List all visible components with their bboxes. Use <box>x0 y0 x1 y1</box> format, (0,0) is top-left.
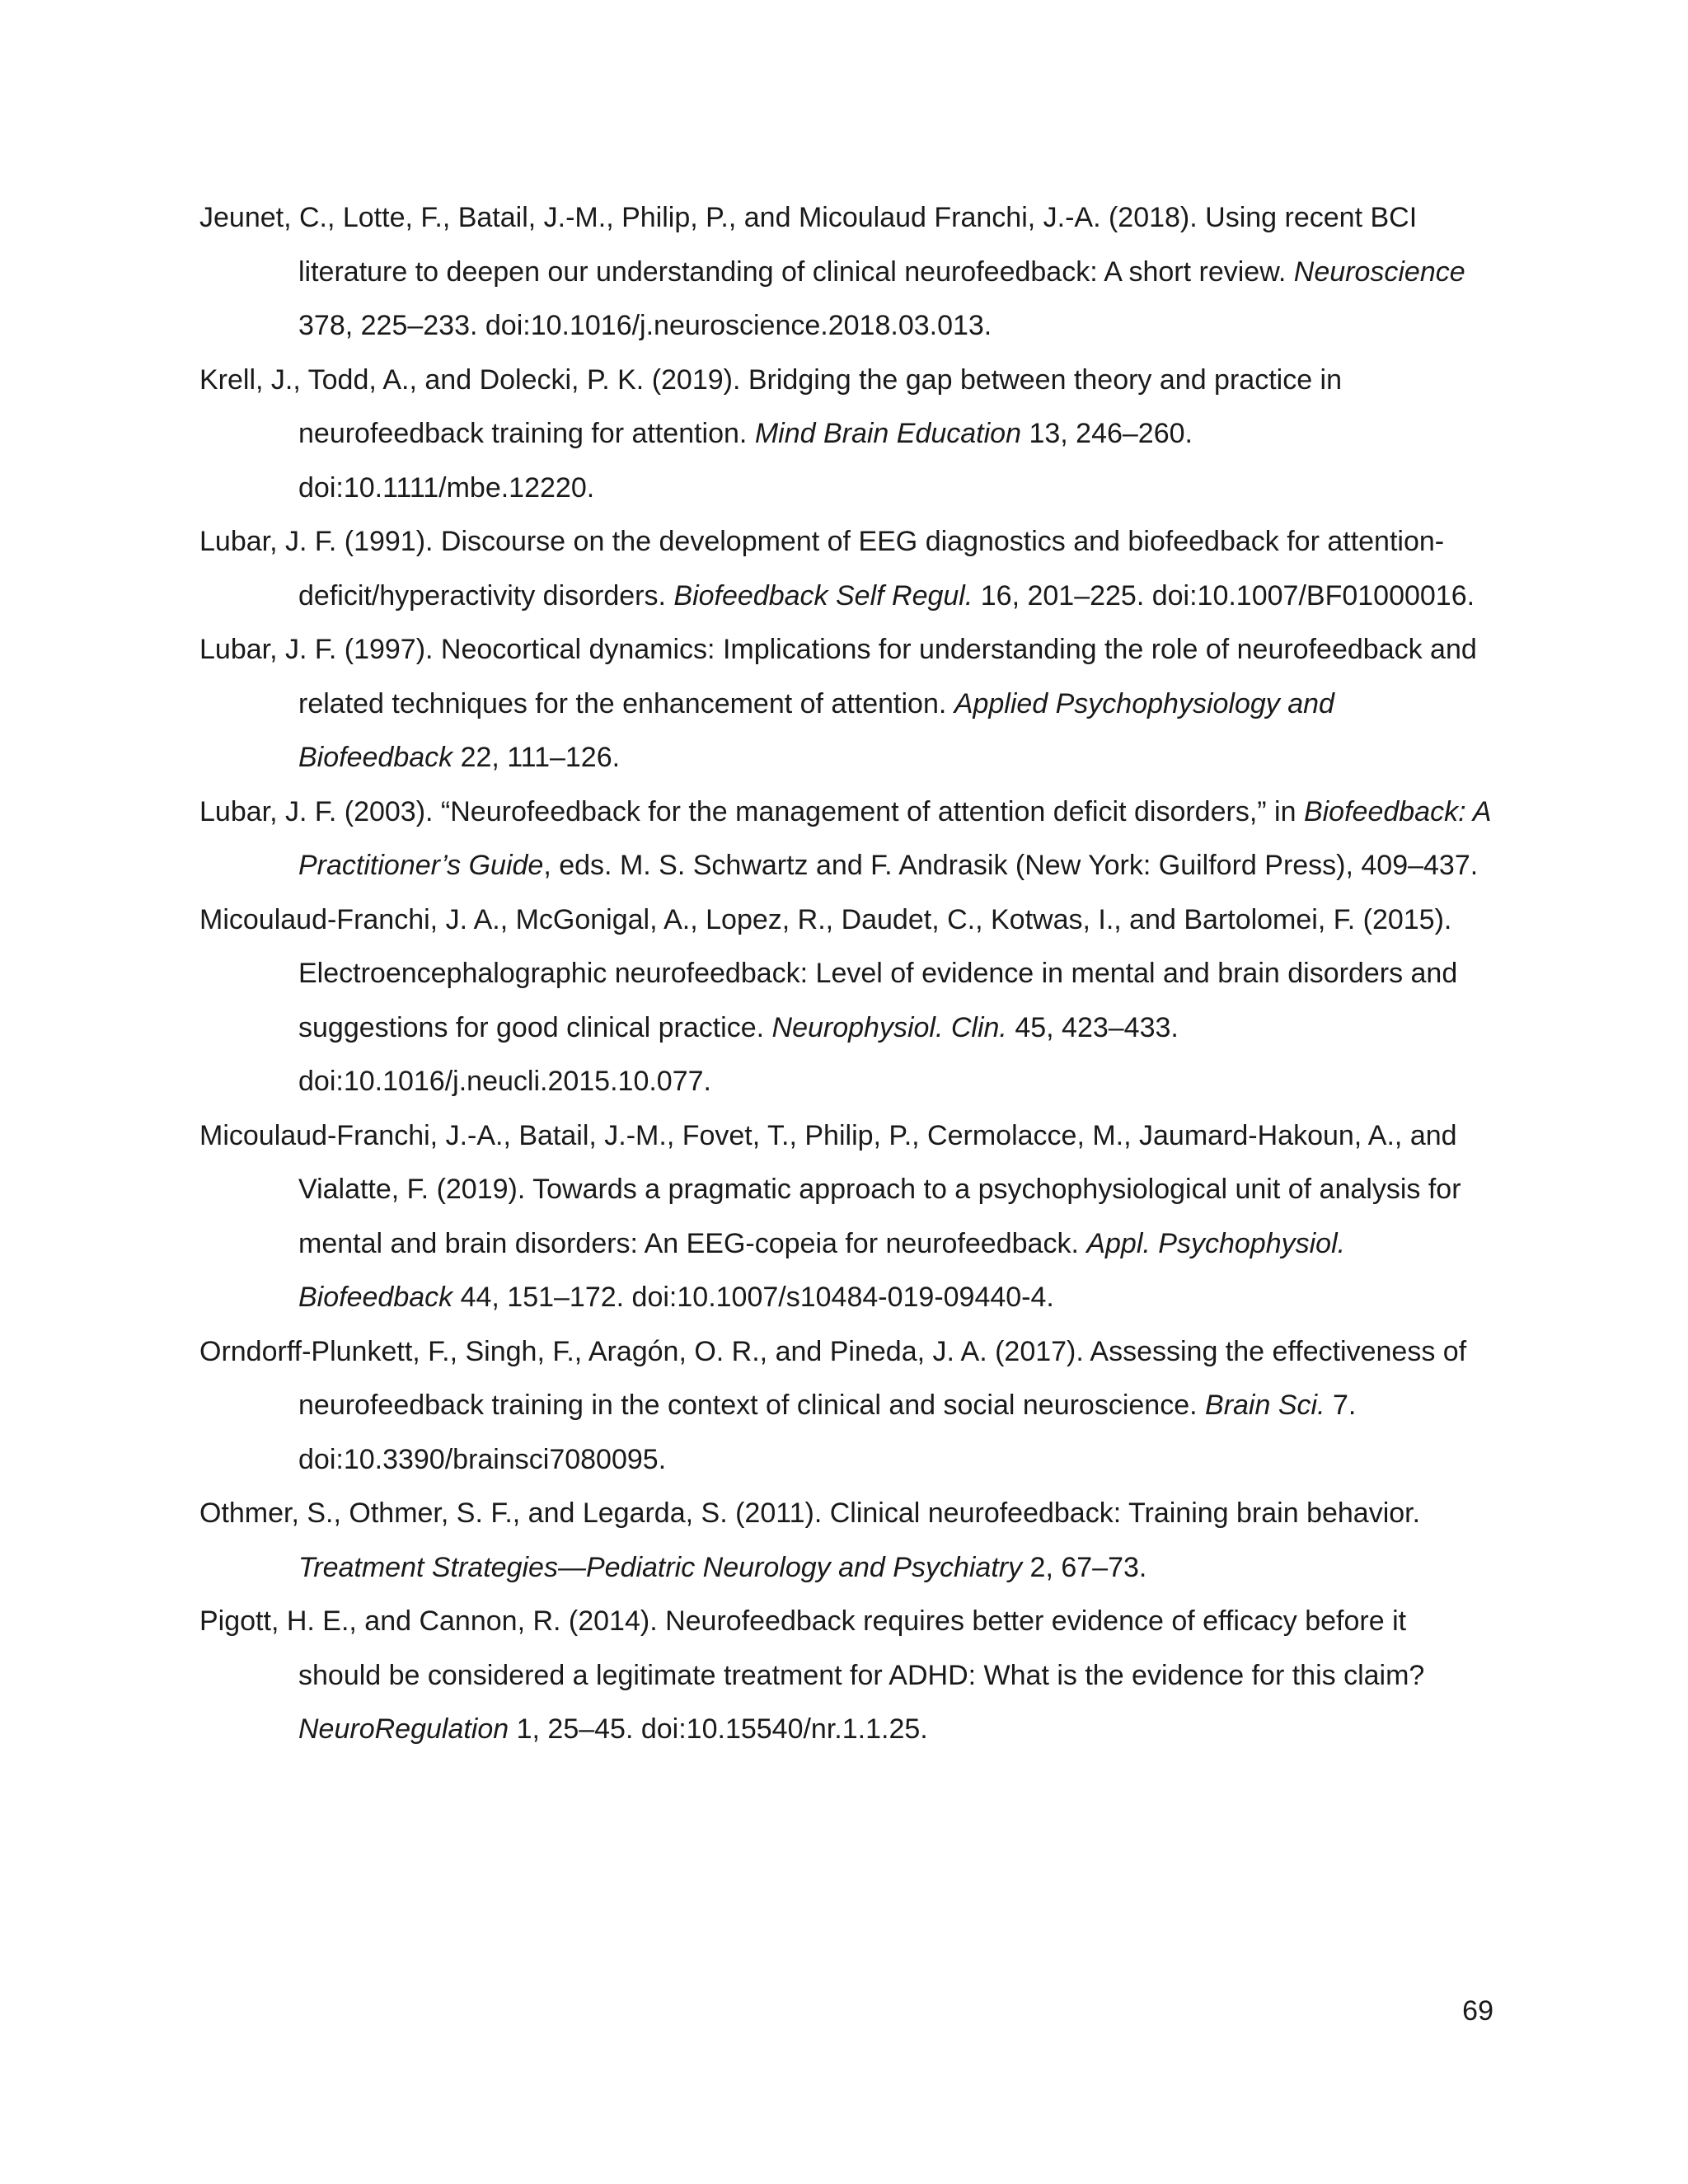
reference-journal: NeuroRegulation <box>298 1713 509 1745</box>
reference-journal: Neuroscience <box>1293 255 1465 288</box>
reference-entry-lubar-1991 <box>199 515 1493 623</box>
reference-text: Orndorff-Plunkett, F., Singh, F., Aragón, O. R., and Pineda, J. A. (2017). Assessing the effectiveness of neurofeedback training in the context of clinical and social neuroscience. <box>199 1335 1467 1421</box>
reference-entry-lubar-2003 <box>199 785 1493 893</box>
reference-journal: Treatment Strategies—Pediatric Neurology and Psychiatry <box>298 1551 1023 1583</box>
reference-text: Othmer, S., Othmer, S. F., and Legarda, S. (2011). Clinical neurofeedback: Training brain behavior. <box>199 1497 1421 1529</box>
reference-details: 44, 151–172. doi:10.1007/s10484-019-09440-4. <box>452 1282 1054 1313</box>
reference-text: Lubar, J. F. (2003). “Neurofeedback for the management of attention deficit disorders,” in <box>199 795 1304 827</box>
reference-details: 2, 67–73. <box>1022 1551 1147 1583</box>
reference-entry-othmer-2011 <box>199 1487 1493 1595</box>
reference-details: 378, 225–233. doi:10.1016/j.neuroscience.2018.03.013. <box>298 310 992 341</box>
reference-journal: Neurophysiol. Clin. <box>771 1011 1007 1043</box>
reference-text: Krell, J., Todd, A., and Dolecki, P. K. (2019). Bridging the gap between theory and practice in neurofeedback training for attention. <box>199 363 1343 449</box>
reference-book-title: Biofeedback: A Practitioner’s Guide <box>298 795 1491 881</box>
reference-details: 7. doi:10.3390/brainsci7080095. <box>298 1390 1357 1475</box>
reference-entry-micoulaud-franchi-2015 <box>199 893 1493 1109</box>
reference-journal: Applied Psychophysiology and Biofeedback <box>298 687 1334 773</box>
reference-text: Pigott, H. E., and Cannon, R. (2014). Neurofeedback requires better evidence of efficacy before it should be considered a legitimate treatment for ADHD: What is the evidence for this claim? <box>199 1605 1425 1691</box>
reference-entry-lubar-1997 <box>199 623 1493 785</box>
reference-details: 16, 201–225. doi:10.1007/BF01000016. <box>973 579 1475 612</box>
reference-details: , eds. M. S. Schwartz and F. Andrasik (New York: Guilford Press), 409–437. <box>543 850 1479 881</box>
reference-journal: Mind Brain Education <box>754 418 1021 449</box>
reference-details: 1, 25–45. doi:10.15540/nr.1.1.25. <box>509 1713 928 1745</box>
reference-text: Jeunet, C., Lotte, F., Batail, J.-M., Philip, P., and Micoulaud Franchi, J.-A. (2018). Using recent BCI literature to deepen our understanding of clinical neurofeedback: A short review. <box>199 202 1418 288</box>
reference-text: Lubar, J. F. (1991). Discourse on the development of EEG diagnostics and biofeedback for attention-deficit/hyperactivity disorders. <box>199 526 1445 612</box>
reference-text: Lubar, J. F. (1997). Neocortical dynamics: Implications for understanding the role of neurofeedback and related techniques for the enhancement of attention. <box>199 634 1477 719</box>
reference-entry-micoulaud-franchi-2019 <box>199 1109 1493 1325</box>
reference-text: Micoulaud-Franchi, J.-A., Batail, J.-M., Fovet, T., Philip, P., Cermolacce, M., Jaumard-Hakoun, A., and Vialatte, F. (2019). Towards a pragmatic approach to a psychophysiological unit of analysis for mental and brain disorders: An EEG-copeia for neurofeedback. <box>199 1119 1461 1259</box>
reference-journal: Brain Sci. <box>1205 1390 1325 1421</box>
reference-text: Micoulaud-Franchi, J. A., McGonigal, A., Lopez, R., Daudet, C., Kotwas, I., and Bartolomei, F. (2015). Electroencephalographic neurofeedback: Level of evidence in mental and brain disorders and suggestions for good clinical practice. <box>199 903 1458 1043</box>
reference-entry-pigott-2014 <box>199 1595 1493 1757</box>
reference-details: 22, 111–126. <box>452 742 621 773</box>
reference-journal: Appl. Psychophysiol. Biofeedback <box>298 1227 1346 1313</box>
reference-entry-jeunet-2018 <box>199 191 1493 354</box>
reference-entry-orndorff-plunkett-2017 <box>199 1325 1493 1488</box>
page-number: 69 <box>1462 1995 1493 2027</box>
reference-list <box>199 191 1493 1757</box>
reference-journal: Biofeedback Self Regul. <box>673 579 973 612</box>
reference-details: 13, 246–260. doi:10.1111/mbe.12220. <box>298 418 1193 504</box>
reference-details: 45, 423–433. doi:10.1016/j.neucli.2015.10.077. <box>298 1011 1179 1097</box>
reference-entry-krell-2019 <box>199 354 1493 516</box>
